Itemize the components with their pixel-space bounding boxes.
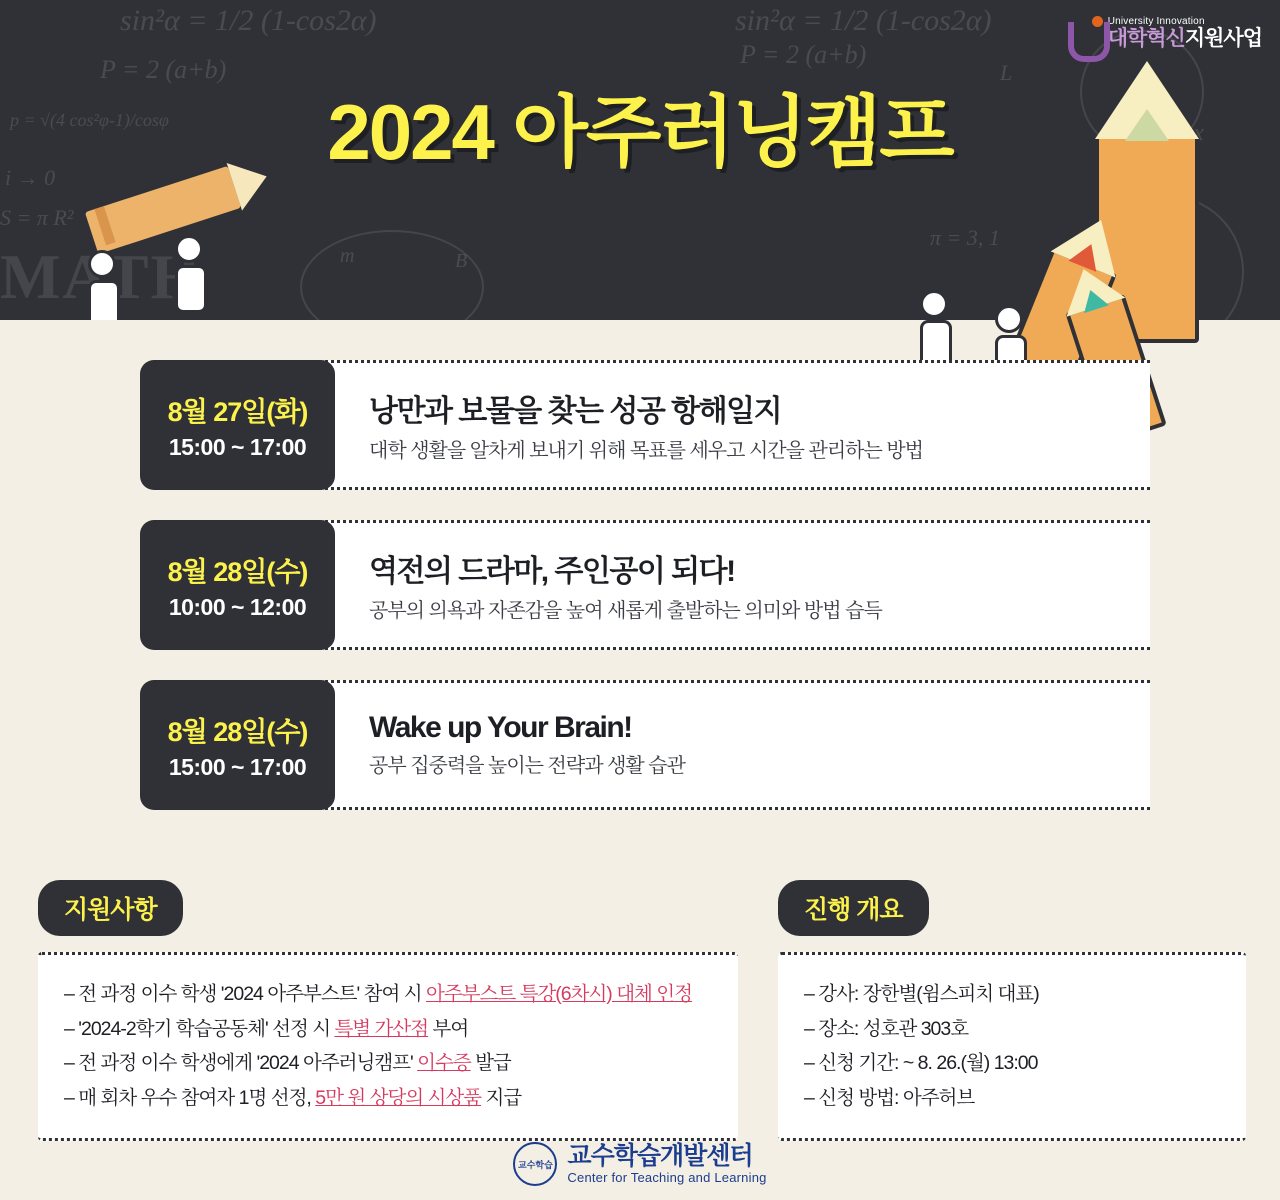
schedule-info-box (325, 520, 1150, 650)
schedule-title: 역전의 드라마, 주인공이 되다! (369, 554, 735, 588)
logo-korean-right: 지원사업 (1184, 27, 1262, 50)
math-formula: x | x (1140, 120, 1210, 146)
list-item: – 신청 방법: 아주허브 (804, 1087, 975, 1110)
list-item-highlight: 아주부스트 특강(6차시) 대체 인정 (426, 983, 692, 1005)
schedule-date-box (140, 520, 335, 650)
math-formula: P = 2 (a+b) (740, 40, 867, 69)
support-section-tag: 지원사항 (38, 880, 183, 936)
list-item: – 강사: 장한별(윔스피치 대표) (804, 983, 1039, 1005)
logo-u-icon (1068, 16, 1102, 60)
university-innovation-logo (1068, 16, 1262, 60)
schedule-subtitle: 공부의 의욕과 자존감을 높여 새롭게 출발하는 의미와 방법 습득 (369, 599, 882, 622)
logo-korean-name (1108, 27, 1262, 50)
list-item-text: – 전 과정 이수 학생 '2024 아주부스트' 참여 시 (64, 983, 426, 1005)
support-section (38, 880, 738, 1141)
math-formula: i → 0 (5, 165, 56, 190)
list-item (64, 1081, 712, 1116)
schedule-info-box (325, 360, 1150, 490)
math-formula: p = √(4 cos²φ-1)/cosφ (10, 110, 169, 130)
schedule-list (0, 360, 1280, 840)
list-item (64, 1046, 712, 1081)
schedule-date: 8월 28일(수) (167, 556, 308, 587)
ctl-seal-icon: 교수학습 (513, 1142, 557, 1186)
person-figure-icon (920, 290, 952, 368)
list-item (64, 1012, 712, 1047)
schedule-subtitle: 공부 집중력을 높이는 전략과 생활 습관 (369, 754, 685, 777)
schedule-time: 15:00 ~ 17:00 (168, 753, 307, 780)
math-formula: L (1000, 60, 1013, 85)
list-item-suffix: 부여 (428, 1017, 469, 1040)
list-item-highlight: 5만 원 상당의 시상품 (315, 1087, 482, 1110)
person-figure-icon (88, 250, 120, 320)
list-item: – 신청 기간: ~ 8. 26.(월) 13:00 (804, 1052, 1038, 1075)
list-item-text: – '2024-2학기 학습공동체' 선정 시 (64, 1017, 335, 1040)
overview-section (778, 880, 1246, 1141)
schedule-date: 8월 27일(화) (167, 396, 308, 427)
overview-section-tag: 진행 개요 (778, 880, 929, 936)
support-section-body (38, 952, 738, 1141)
list-item-text: – 전 과정 이수 학생에게 '2024 아주러닝캠프' (64, 1052, 418, 1075)
schedule-time: 10:00 ~ 12:00 (168, 593, 307, 620)
list-item-highlight: 이수증 (417, 1052, 471, 1075)
poster-title: 2024 아주러닝캠프 (327, 88, 953, 176)
list-item (64, 977, 712, 1012)
schedule-title: Wake up Your Brain! (369, 710, 632, 744)
circle-decoration-icon (300, 230, 484, 320)
list-item-text: – 매 회차 우수 참여자 1명 선정, (64, 1087, 316, 1110)
schedule-info-box (325, 680, 1150, 810)
person-figure-icon (175, 235, 207, 313)
ctl-text-block (567, 1143, 766, 1185)
ctl-korean-name: 교수학습개발센터 (567, 1142, 753, 1171)
list-item-suffix: 발급 (470, 1052, 511, 1075)
list-item-highlight: 특별 가산점 (334, 1017, 429, 1040)
math-formula: m (340, 245, 355, 267)
schedule-title: 낭만과 보물을 찾는 성공 항해일지 (369, 394, 782, 428)
list-item: – 장소: 성호관 303호 (804, 1017, 969, 1040)
schedule-time: 15:00 ~ 17:00 (168, 433, 307, 460)
schedule-date-box (140, 680, 335, 810)
math-formula: S = π R² (0, 205, 74, 230)
schedule-date-box (140, 360, 335, 490)
schedule-subtitle: 대학 생활을 알차게 보내기 위해 목표를 세우고 시간을 관리하는 방법 (369, 439, 923, 462)
ctl-english-name: Center for Teaching and Learning (567, 1169, 767, 1185)
math-formula: π = 3, 1 (930, 225, 1000, 250)
list-item-suffix: 지급 (481, 1087, 522, 1110)
schedule-row (0, 520, 1280, 650)
math-formula: sin²α = 1/2 (1-cos2α) (120, 4, 377, 37)
logo-text-block (1108, 16, 1262, 50)
overview-section-body (778, 952, 1246, 1141)
schedule-row (0, 680, 1280, 810)
math-formula: P = 2 (a+b) (100, 55, 227, 84)
math-formula: sin²α = 1/2 (1-cos2α) (735, 4, 992, 37)
math-formula: B (455, 250, 468, 272)
schedule-row (0, 360, 1280, 490)
footer-logo (0, 1142, 1280, 1186)
schedule-date: 8월 28일(수) (167, 716, 308, 747)
logo-english-name: University Innovation (1107, 16, 1205, 27)
logo-korean-left: 대학혁신 (1107, 27, 1185, 50)
